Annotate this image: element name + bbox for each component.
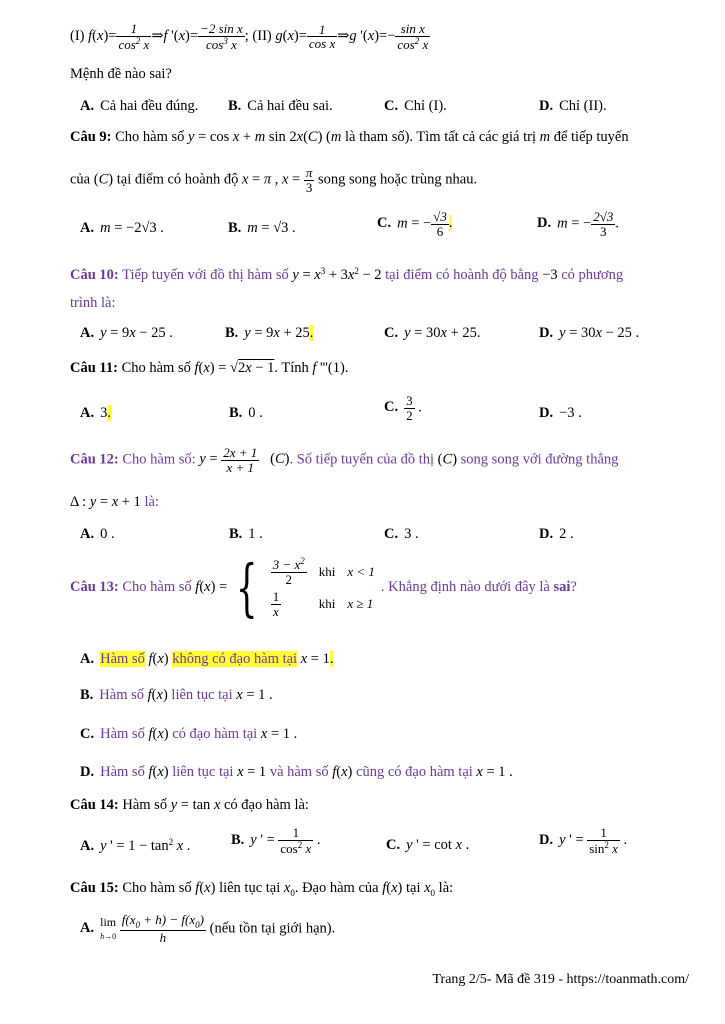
q8-prompt: Mệnh đề nào sai?	[70, 66, 172, 82]
choice-a[interactable]: A. lim h→0 $\frac{f(x_0 + h) - f(x_0)}{h}$ (nếu tồn tại giới hạn).	[80, 912, 336, 946]
choice-d[interactable]: D. y = 30x − 25 .	[539, 325, 640, 341]
q9-line1: Câu 9: Cho hàm số y = cos x + m sin 2x(C) (m là tham số). Tìm tất cả các giá trị m để tiếp tuyến	[70, 129, 629, 145]
fraction: $\frac{\text{sin x}}{\cos^2 x}$	[397, 21, 429, 52]
question-number: Câu 9:	[70, 129, 112, 145]
q10-line1: Câu 10: Tiếp tuyến với đồ thị hàm số $y = x^3 + 3x^2 - 2$ tại điểm có hoành độ bằng −3 có phương	[70, 266, 624, 283]
question-number: Câu 14:	[70, 797, 119, 813]
choice-a[interactable]: A. y = 9x − 25 .	[80, 325, 173, 341]
fraction: $\frac{1}{\text{cos x}}$	[308, 21, 336, 52]
choice-c[interactable]: C. m = − $\frac{√3}{6}$ .	[377, 209, 453, 239]
statement-separator: ; (II)	[244, 27, 272, 44]
choice-c[interactable]: C. $\frac{3}{2}$ .	[384, 393, 422, 423]
choice-c[interactable]: C. Chỉ (I).	[384, 98, 447, 114]
choice-a[interactable]: A. m = −2√3 .	[80, 220, 164, 236]
choice-a[interactable]: A. Cả hai đều đúng.	[80, 98, 199, 114]
choice-d[interactable]: D. Chỉ (II).	[539, 98, 607, 114]
choice-c[interactable]: C. y ' = cot x .	[386, 837, 470, 853]
choice-a[interactable]: A. 3.	[80, 405, 111, 421]
fraction: $\frac{\pi}{3}$	[305, 165, 313, 195]
choice-d[interactable]: D. −3 .	[539, 405, 582, 421]
question-number: Câu 10:	[70, 267, 119, 283]
fraction: $\frac{\text{−2 sin x}}{\cos^3 x}$	[200, 21, 243, 52]
question-number: Câu 13:	[70, 579, 119, 596]
piecewise: $\frac{3 - x^2}{2}$ khi x < 1 $\frac{1}{x}$ khi x ≥ 1	[272, 556, 375, 619]
q10-line2: trình là:	[70, 295, 116, 311]
choice-b[interactable]: B. y = 9x + 25.	[225, 325, 314, 341]
page-footer: Trang 2/5- Mã đề 319 - https://toanmath.com/	[432, 972, 689, 987]
choice-b[interactable]: B. 0 .	[229, 405, 263, 421]
choice-c[interactable]: C. Hàm số f(x) có đạo hàm tại x = 1 .	[80, 726, 298, 742]
q11-line: Câu 11: Cho hàm số f(x) = √2x − 1. Tính f '''(1).	[70, 360, 349, 376]
q12-line2: Δ : y = x + 1 là:	[70, 494, 159, 510]
choice-c[interactable]: C. y = 30x + 25.	[384, 325, 481, 341]
question-number: Câu 15:	[70, 880, 119, 896]
choice-a[interactable]: A. y ' = $1 - \tan^2 x$ .	[80, 837, 191, 854]
statement-prefix: (I)	[70, 27, 85, 44]
choice-a[interactable]: A. Hàm số f(x) không có đạo hàm tại x = 1.	[80, 651, 334, 667]
choice-b[interactable]: B. Cả hai đều sai.	[228, 98, 333, 114]
choice-d[interactable]: D. 2 .	[539, 526, 574, 542]
choice-b[interactable]: B. y ' = $\frac{1}{\cos^2 x}$ .	[231, 825, 321, 856]
choice-b[interactable]: B. 1 .	[229, 526, 263, 542]
choice-d[interactable]: D. y ' = $\frac{1}{\sin^2 x}$ .	[539, 825, 628, 856]
q13-line: Câu 13: Cho hàm số f(x) = { $\frac{3 - x^2}{2}$ khi x < 1 $\frac{1}{x}$ khi x ≥ 1. Khẳng định nào dưới đây là sai?	[70, 550, 577, 624]
question-number: Câu 11:	[70, 360, 118, 376]
choice-c[interactable]: C. 3 .	[384, 526, 419, 542]
choice-b[interactable]: B. m = √3 .	[228, 220, 296, 236]
choice-b[interactable]: B. Hàm số f(x) liên tục tại x = 1 .	[80, 687, 273, 703]
choice-a[interactable]: A. 0 .	[80, 526, 115, 542]
statement-line: (I) f(x)= $\frac{1}{\cos^2 x}$ ⇒f '(x)= $\frac{\text{−2 sin x}}{\cos^3 x}$ ; (II) g(x)= $\frac{1}{\text{cos x}}$ ⇒g '(x)=− $\frac{\text{sin x}}{\cos^2 x}$	[70, 21, 429, 52]
q9-line2: của (C) tại điểm có hoành độ x = π , x = $\frac{\pi}{3}$ song song hoặc trùng nhau.	[70, 165, 478, 195]
q14-line: Câu 14: Hàm số y = tan x có đạo hàm là:	[70, 797, 309, 813]
choice-d[interactable]: D. m = − $\frac{2√3}{3}$ .	[537, 209, 619, 239]
q15-line: Câu 15: Cho hàm số f(x) liên tục tại $x_0$. Đạo hàm của f(x) tại $x_0$ là:	[70, 880, 454, 898]
choice-d[interactable]: D. Hàm số f(x) liên tục tại x = 1 và hàm số f(x) cũng có đạo hàm tại x = 1 .	[80, 764, 513, 780]
question-number: Câu 12:	[70, 451, 119, 468]
fraction: $\frac{1}{\cos^2 x}$	[118, 21, 150, 52]
q12-line1: Câu 12: Cho hàm số: y = $\frac{2x + 1}{x + 1}$ (C). Số tiếp tuyến của đồ thị (C) song song với đường thẳng	[70, 445, 619, 475]
